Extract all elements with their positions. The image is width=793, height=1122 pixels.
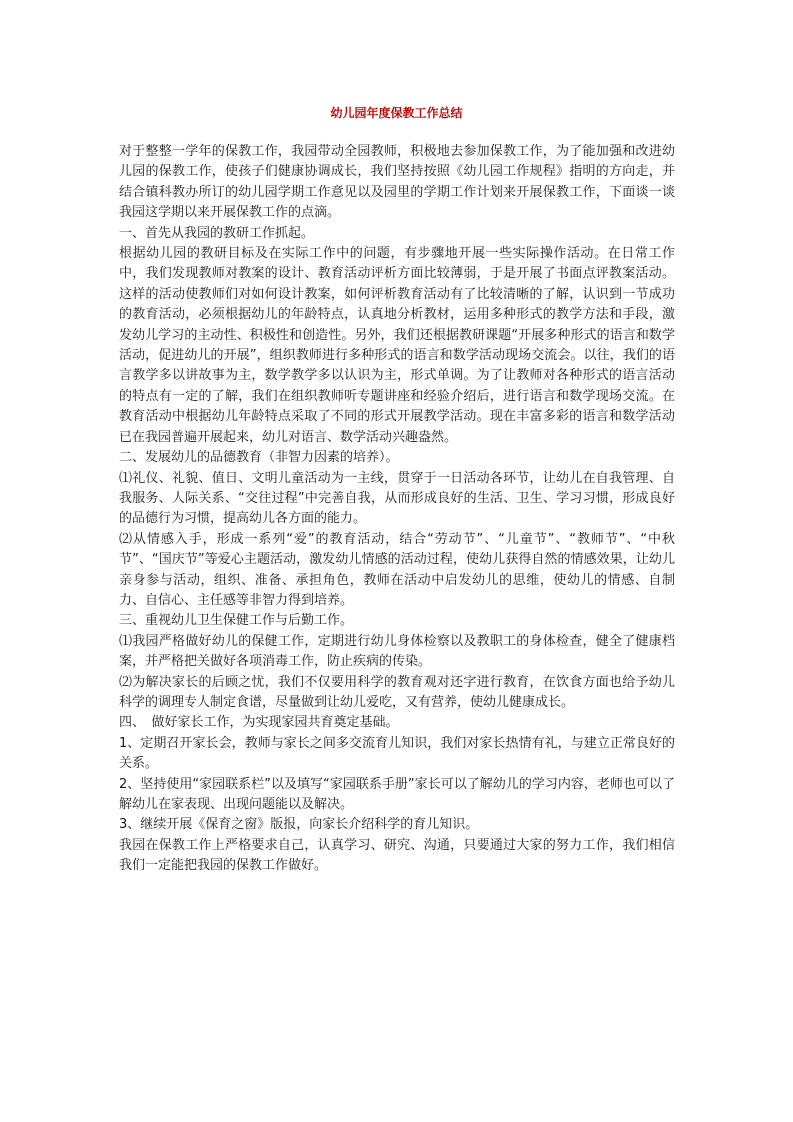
section-3-item-2: ⑵为解决家长的后顾之忧，我们不仅要用科学的教育观对还字进行教育，在饮食方面也给予幼儿科学的调理专人制定食谱，尽量做到让幼儿爱吃，又有营养，使幼儿健康成长。 xyxy=(119,674,675,710)
section-2-item-1: ⑴礼仪、礼貌、值日、文明儿童活动为一主线，贯穿于一日活动各环节，让幼儿在自我管理、自我服务、人际关系、“交往过程”中完善自我，从而形成良好的生活、卫生、学习习惯，形成良好的品德行为习惯，提高幼儿各方面的能力。 xyxy=(119,470,675,527)
section-4-item-3: 3、继续开展《保育之窗》版报，向家长介绍科学的育儿知识。 xyxy=(119,817,479,833)
section-heading-3: 三、重视幼儿卫生保健工作与后勤工作。 xyxy=(119,613,354,629)
document-title: 幼儿园年度保教工作总结 xyxy=(330,106,463,120)
document-body xyxy=(119,142,675,877)
conclusion-paragraph: 我园在保教工作上严格要求自己，认真学习、研究、沟通，只要通过大家的努力工作，我们相信我们一定能把我园的保教工作做好。 xyxy=(119,837,675,874)
section-1-paragraph: 根据幼儿园的教研目标及在实际工作中的问题，有步骤地开展一些实际操作活动。在日常工作中，我们发现教师对教案的设计、教育活动评析方面比较薄弱，于是开展了书面点评教案活动。这样的活动使教师们对如何设计教案，如何评析教育活动有了比较清晰的了解，认识到一节成功的教育活动，必须根据幼儿的年龄特点，认真地分析教材，运用多种形式的教学方法和手段，激发幼儿学习的主动性、积极性和创造性。另外，我们还根据教研课题“开展多种形式的语言和数学活动，促进幼儿的开展”，组织教师进行多种形式的语言和数学活动现场交流会。以往，我们的语言教学多以讲故事为主，数学教学多以认识为主，形式单调。为了让教师对各种形式的语言活动的特点有一定的了解，我们在组织教师听专题讲座和经验介绍后，进行语言和数学现场交流。在教育活动中根据幼儿年龄特点采取了不同的形式开展教学活动。现在丰富多彩的语言和数学活动已在我园普遍开展起来，幼儿对语言、数学活动兴趣盎然。 xyxy=(119,246,675,445)
section-heading-2: 二、发展幼儿的品德教育（非智力因素的培养）。 xyxy=(119,450,399,466)
section-heading-1: 一、首先从我园的教研工作抓起。 xyxy=(119,225,315,241)
section-heading-4: 四、 做好家长工作，为实现家园共育奠定基础。 xyxy=(119,715,399,731)
intro-paragraph: 对于整整一学年的保教工作，我园带动全园教师，积极地去参加保教工作，为了能加强和改进幼儿园的保教工作，使孩子们健康协调成长，我们坚持按照《幼儿园工作规程》指明的方向走，并结合镇科教办所订的幼儿园学期工作意见以及园里的学期工作计划来开展保教工作，下面谈一谈我园这学期以来开展保教工作的点滴。 xyxy=(119,144,675,221)
section-3-item-1: ⑴我园严格做好幼儿的保健工作，定期进行幼儿身体检察以及教职工的身体检查，健全了健康档案，并严格把关做好各项消毒工作，防止疾病的传染。 xyxy=(119,633,675,670)
section-4-item-1: 1、定期召开家长会，教师与家长之间多交流育儿知识，我们对家长热情有礼，与建立正常良好的关系。 xyxy=(119,735,675,772)
section-2-item-2: ⑵从情感入手，形成一系列“爱”的教育活动，结合“劳动节”、“儿童节”、“教师节”、“中秋节”、“国庆节”等爱心主题活动，激发幼儿情感的活动过程，使幼儿获得自然的情感效果，让幼儿亲身参与活动，组织、准备、承担角色，教师在活动中启发幼儿的思维，使幼儿的情感、自制力、自信心、主任感等非智力得到培养。 xyxy=(119,531,675,608)
section-4-item-2: 2、坚持使用“家园联系栏”以及填写“家园联系手册”家长可以了解幼儿的学习内容，老师也可以了解幼儿在家表现、出现问题能以及解决。 xyxy=(119,776,675,812)
